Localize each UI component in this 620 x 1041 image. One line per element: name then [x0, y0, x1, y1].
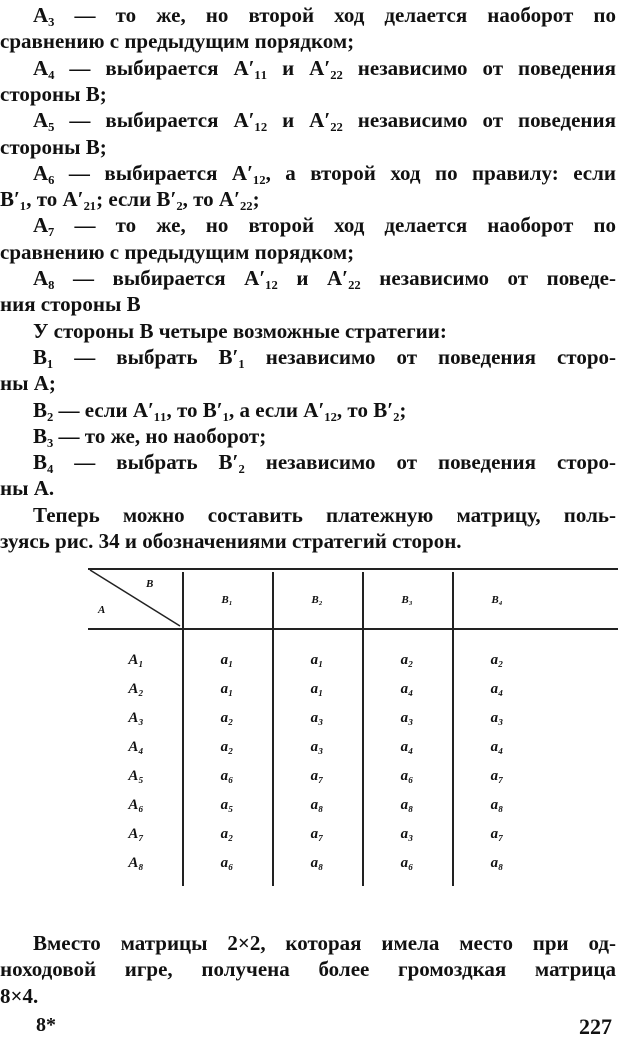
- table-row-label: A₄: [128, 739, 144, 755]
- table-cell: a₅: [220, 797, 234, 813]
- table-cell: a₂: [400, 652, 414, 668]
- table-row-label: A₁: [128, 652, 144, 668]
- table-cell: a₄: [490, 739, 504, 755]
- table-cell: a₇: [490, 826, 504, 842]
- table-cell: a₁: [220, 681, 234, 697]
- table-corner-diagonal: [88, 566, 182, 628]
- body-line: [33, 160, 616, 186]
- table-cell: a₈: [490, 855, 504, 871]
- table-cell: a₂: [490, 652, 504, 668]
- table-cell: a₈: [310, 855, 324, 871]
- body-line-text: B′₁, то A′₂₁; если B′₂, то A′₂₂;: [0, 187, 260, 212]
- body-line-text: У стороны B четыре возможные стратегии:: [33, 318, 447, 343]
- signature-mark: 8*: [36, 1014, 56, 1036]
- table-cell: a₃: [310, 710, 324, 726]
- table-cell: a₈: [310, 797, 324, 813]
- table-cell: a₆: [400, 855, 414, 871]
- table-cell: a₃: [310, 739, 324, 755]
- body-line: [33, 107, 616, 133]
- body-line: [33, 502, 616, 528]
- table-cell: a₁: [310, 681, 324, 697]
- body-line-text: A₃ — то же, но второй ход делается наоборот по: [33, 3, 616, 27]
- table-cell: a₁: [220, 652, 234, 668]
- body-line: [33, 2, 616, 28]
- table-column-rule: [452, 572, 454, 886]
- table-row-label: A₈: [128, 855, 144, 871]
- table-cell: a₆: [400, 768, 414, 784]
- body-line-text: сравнению с предыдущим порядком;: [0, 239, 355, 264]
- table-cell: a₄: [400, 681, 414, 697]
- table-cell: a₇: [310, 768, 324, 784]
- body-line: [0, 186, 616, 212]
- table-corner-a: A: [98, 604, 106, 616]
- body-line-text: B₁ — выбрать B′₁ независимо от поведения сторо-: [33, 344, 616, 369]
- body-line: [0, 239, 616, 265]
- body-line-text: B₄ — выбрать B′₂ независимо от поведения сторо-: [33, 450, 616, 475]
- page-number: 227: [579, 1014, 612, 1039]
- body-line-text: ны A;: [0, 371, 56, 396]
- table-cell: a₂: [220, 739, 234, 755]
- body-line: [33, 265, 616, 291]
- table-cell: a₆: [220, 768, 234, 784]
- table-cell: a₈: [490, 797, 504, 813]
- body-line: [0, 370, 616, 396]
- body-line-text: стороны B;: [0, 81, 107, 106]
- table-column-rule: [182, 572, 184, 886]
- body-line: [0, 291, 616, 317]
- payoff-matrix: [88, 566, 618, 886]
- body-line-text: сравнению с предыдущим порядком;: [0, 29, 355, 54]
- body-line: [0, 475, 616, 501]
- table-row-label: A₆: [128, 797, 144, 813]
- body-line-text: стороны B;: [0, 134, 107, 159]
- body-line: [33, 344, 616, 370]
- table-row-label: A₅: [128, 768, 144, 784]
- closing-line: [0, 956, 616, 982]
- table-cell: a₄: [400, 739, 414, 755]
- table-col-header: B₁: [221, 594, 233, 606]
- table-cell: a₁: [310, 652, 324, 668]
- body-line-text: A₆ — выбирается A′₁₂, а второй ход по правилу: если: [33, 160, 616, 185]
- table-col-header: B₂: [311, 594, 323, 606]
- closing-line: [0, 983, 616, 1009]
- closing-line-text: ноходовой игре, получена более громоздкая матрица: [0, 957, 616, 982]
- table-cell: a₃: [400, 710, 414, 726]
- table-col-header: B₃: [401, 594, 413, 606]
- table-cell: a₈: [400, 797, 414, 813]
- body-line: [33, 212, 616, 238]
- table-cell: a₇: [310, 826, 324, 842]
- body-line-text: A₅ — выбирается A′₁₂ и A′₂₂ независимо от поведения: [33, 108, 616, 133]
- body-line-text: B₃ — то же, но наоборот;: [33, 423, 267, 448]
- closing-line-text: Вместо матрицы 2×2, которая имела место при од-: [33, 931, 616, 955]
- table-cell: a₆: [220, 855, 234, 871]
- body-line-text: A₇ — то же, но второй ход делается наоборот по: [33, 213, 616, 238]
- table-column-rule: [272, 572, 274, 886]
- table-cell: a₂: [220, 710, 234, 726]
- table-row-label: A₃: [128, 710, 144, 726]
- table-col-header: B₄: [491, 594, 503, 606]
- table-cell: a₃: [490, 710, 504, 726]
- table-column-rule: [362, 572, 364, 886]
- table-cell: a₂: [220, 826, 234, 842]
- body-line: [33, 318, 616, 344]
- body-line-text: Теперь можно составить платежную матрицу, поль-: [33, 502, 616, 527]
- table-cell: a₃: [400, 826, 414, 842]
- body-line: [0, 528, 616, 554]
- body-line: [0, 134, 616, 160]
- body-line: [33, 397, 616, 423]
- body-line: [0, 28, 616, 54]
- body-line-text: A₄ — выбирается A′₁₁ и A′₂₂ независимо от поведения: [33, 55, 616, 80]
- body-line: [0, 81, 616, 107]
- table-cell: a₄: [490, 681, 504, 697]
- body-line-text: B₂ — если A′₁₁, то B′₁, а если A′₁₂, то B′₂;: [33, 397, 407, 422]
- body-line-text: зуясь рис. 34 и обозначениями стратегий сторон.: [0, 529, 462, 553]
- body-line: [33, 423, 616, 449]
- table-cell: a₇: [490, 768, 504, 784]
- table-header-rule: [88, 628, 618, 630]
- body-line: [33, 449, 616, 475]
- body-line-text: ния стороны B: [0, 292, 141, 317]
- body-line-text: ны A.: [0, 476, 55, 501]
- body-line: [33, 55, 616, 81]
- table-corner-b: B: [146, 578, 154, 590]
- table-row-label: A₂: [128, 681, 144, 697]
- table-row-label: A₇: [128, 826, 144, 842]
- closing-line: [33, 930, 616, 956]
- closing-line-text: 8×4.: [0, 983, 39, 1008]
- body-line-text: A₈ — выбирается A′₁₂ и A′₂₂ независимо от поведе-: [33, 266, 616, 290]
- table-top-rule: [88, 568, 618, 570]
